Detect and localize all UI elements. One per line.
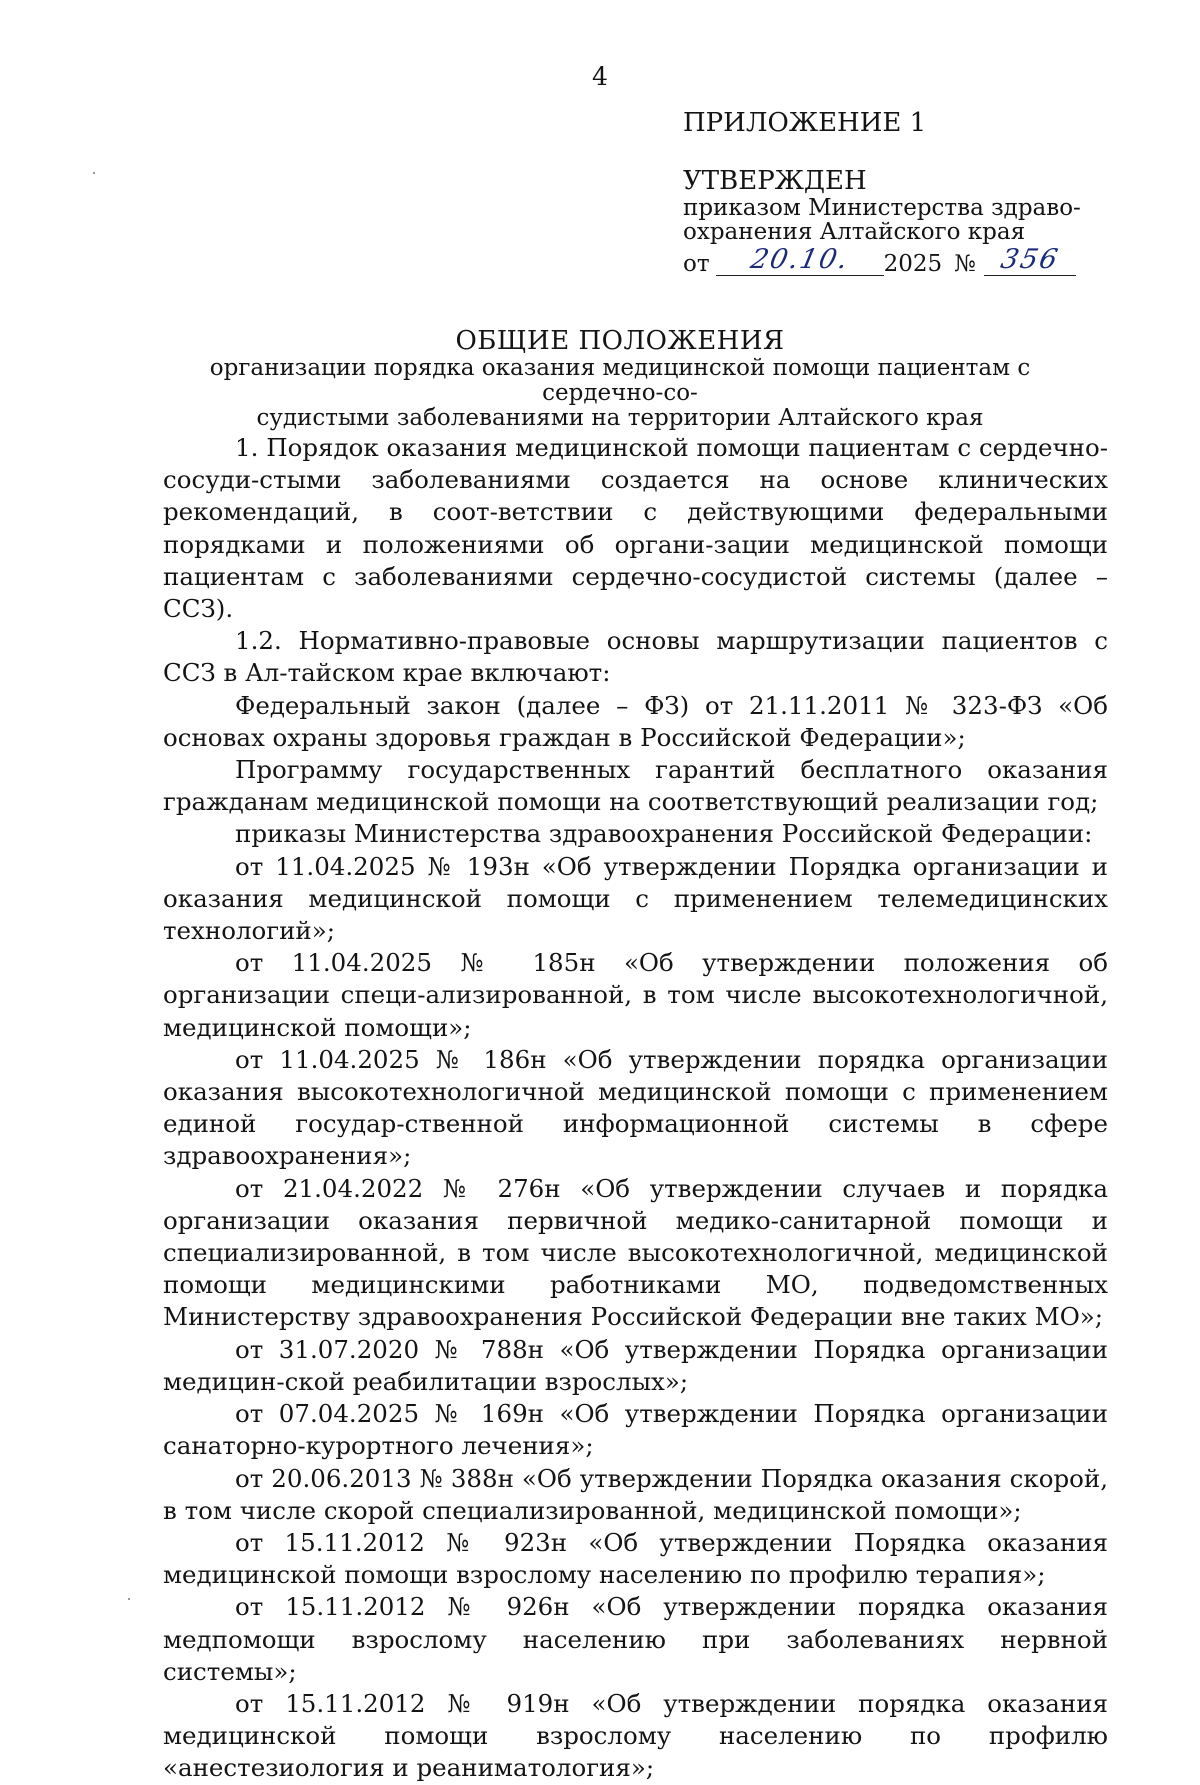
order-388n: от 20.06.2013 № 388н «Об утверждении Порядка оказания скорой, в том числе скорой специализированной, медицинской помощи»;: [163, 1463, 1108, 1525]
order-185n: от 11.04.2025 № 185н «Об утверждении положения об организации специ-ализированной, в том числе высокотехнологичной, медицинской помощи»;: [163, 948, 1108, 1042]
order-926n: от 15.11.2012 № 926н «Об утверждении порядка оказания медпомощи взрослому населению при заболеваниях нервной системы»;: [163, 1592, 1108, 1686]
order-193n: от 11.04.2025 № 193н «Об утверждении Порядка организации и оказания медицинской помощи с применением телемедицинских технологий»;: [163, 851, 1108, 946]
title-block: [160, 326, 1080, 431]
ministry-orders-intro: приказы Министерства здравоохранения Российской Федерации:: [235, 819, 1093, 849]
handwritten-date: 20.10.: [747, 244, 852, 275]
order-line-1: приказом Министерства здраво-: [683, 195, 1081, 221]
order-186n: от 11.04.2025 № 186н «Об утверждении порядка организации оказания высокотехнологичной медицинской помощи с применением единой государ-ственной информационной системы в сфере здравоохранения»;: [163, 1044, 1108, 1171]
order-276n: от 21.04.2022 № 276н «Об утверждении случаев и порядка организации оказания первичной медико-санитарной помощи и специализированной, в том числе высокотехнологичной, медицинской помощи медицинскими работниками МО, подведомственных Министерству здравоохранения Российской Федерации вне таких МО»;: [163, 1173, 1108, 1332]
subheading-line-2: судистыми заболеваниями на территории Алтайского края: [256, 405, 984, 431]
page-number: 4: [592, 62, 608, 91]
document-heading: ОБЩИЕ ПОЛОЖЕНИЯ: [455, 326, 785, 356]
paragraph-1-2: 1.2. Нормативно-правовые основы маршрутизации пациентов с ССЗ в Ал-тайском крае включают:: [163, 626, 1108, 688]
from-label: от: [683, 251, 710, 277]
order-169n: от 07.04.2025 № 169н «Об утверждении Порядка организации санаторно-курортного лечения»;: [163, 1399, 1108, 1461]
handwritten-number: 356: [997, 244, 1063, 275]
order-line-2: охранения Алтайского края: [683, 219, 1026, 245]
scan-speck: [93, 172, 95, 174]
state-guarantees-program: Программу государственных гарантий бесплатного оказания гражданам медицинской помощи на соответствующий реализации год;: [163, 755, 1108, 817]
paragraph-1: 1. Порядок оказания медицинской помощи пациентам с сердечно-сосуди-стыми заболеваниями создается на основе клинических рекомендаций, в соот-ветствии с действующими федеральными порядками и положениями об органи-зации медицинской помощи пациентам с заболеваниями сердечно-сосудистой системы (далее – ССЗ).: [163, 433, 1108, 624]
approval-block: [683, 108, 1143, 276]
law-323fz: Федеральный закон (далее – ФЗ) от 21.11.2011 № 323-ФЗ «Об основах охраны здоровья граждан в Российской Федерации»;: [163, 690, 1108, 752]
number-label: №: [954, 251, 976, 277]
appendix-label: ПРИЛОЖЕНИЕ 1: [683, 108, 927, 138]
scan-speck: [128, 1598, 130, 1600]
subheading-line-1: организации порядка оказания медицинской помощи пациентам с сердечно-со-: [209, 355, 1031, 406]
date-blank: [716, 244, 884, 276]
document-body: [163, 432, 1108, 1785]
approved-label: УТВЕРЖДЕН: [683, 166, 867, 196]
order-year: 2025: [883, 251, 943, 277]
order-919n: от 15.11.2012 № 919н «Об утверждении порядка оказания медицинской помощи взрослому населению по профилю «анестезиология и реаниматология»;: [163, 1688, 1108, 1783]
number-blank: [984, 244, 1076, 276]
order-923n: от 15.11.2012 № 923н «Об утверждении Порядка оказания медицинской помощи взрослому населению по профилю терапия»;: [163, 1527, 1108, 1590]
order-date-line: [683, 244, 1143, 276]
order-788n: от 31.07.2020 № 788н «Об утверждении Порядка организации медицин-ской реабилитации взрослых»;: [163, 1334, 1108, 1396]
